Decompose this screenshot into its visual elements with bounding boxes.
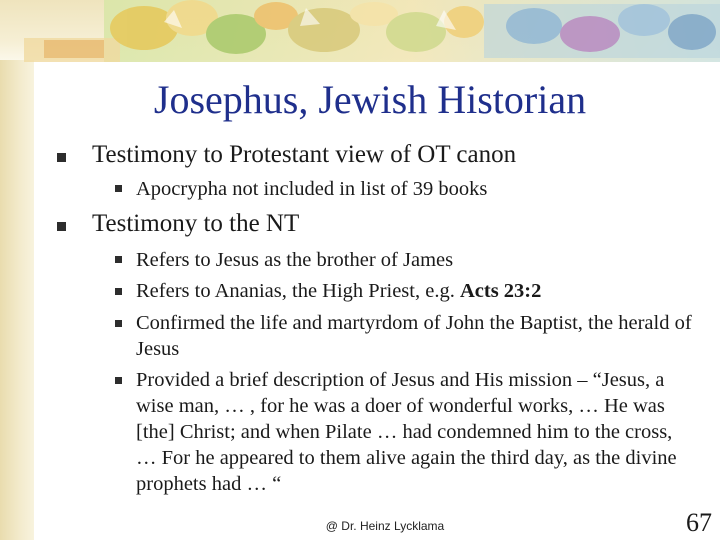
sub-bullet-marker [115, 377, 122, 384]
sub-bullet-text: Refers to Ananias, the High Priest, e.g. [136, 280, 460, 302]
bullet-marker [57, 222, 66, 231]
sub-bullet-item: Refers to Jesus as the brother of James [136, 249, 454, 271]
sub-bullet-marker [115, 288, 122, 295]
footer-author: @ Dr. Heinz Lycklama [325, 519, 445, 533]
page-number: 67 [686, 508, 712, 537]
bullet-item: Testimony to the NT [92, 210, 300, 237]
sub-bullet-item: Apocrypha not included in list of 39 books [136, 178, 488, 200]
sub-bullet-marker [115, 256, 122, 263]
sub-bullet-marker [115, 185, 122, 192]
sub-bullet-item: Confirmed the life and martyrdom of John the Baptist, the herald of Jesus [136, 312, 692, 360]
bullet-item: Testimony to Protestant view of OT canon [92, 141, 517, 168]
slide-title: Josephus, Jewish Historian [153, 77, 587, 122]
sub-bullet-item [136, 278, 696, 304]
sub-bullet-item: Provided a brief description of Jesus and His mission – “Jesus, a wise man, … , for he was a doer of wonderful works, … He was [the] Christ; and when Pilate … had condemned him to the cross, … For he appeared to them alive again the third day, as the divine prophets had … “ [136, 369, 677, 495]
sub-bullet-marker [115, 320, 122, 327]
floral-banner-image [24, 0, 720, 66]
parchment-frame-left [0, 0, 34, 540]
scripture-reference: Acts 23:2 [459, 280, 542, 302]
bullet-marker [57, 153, 66, 162]
